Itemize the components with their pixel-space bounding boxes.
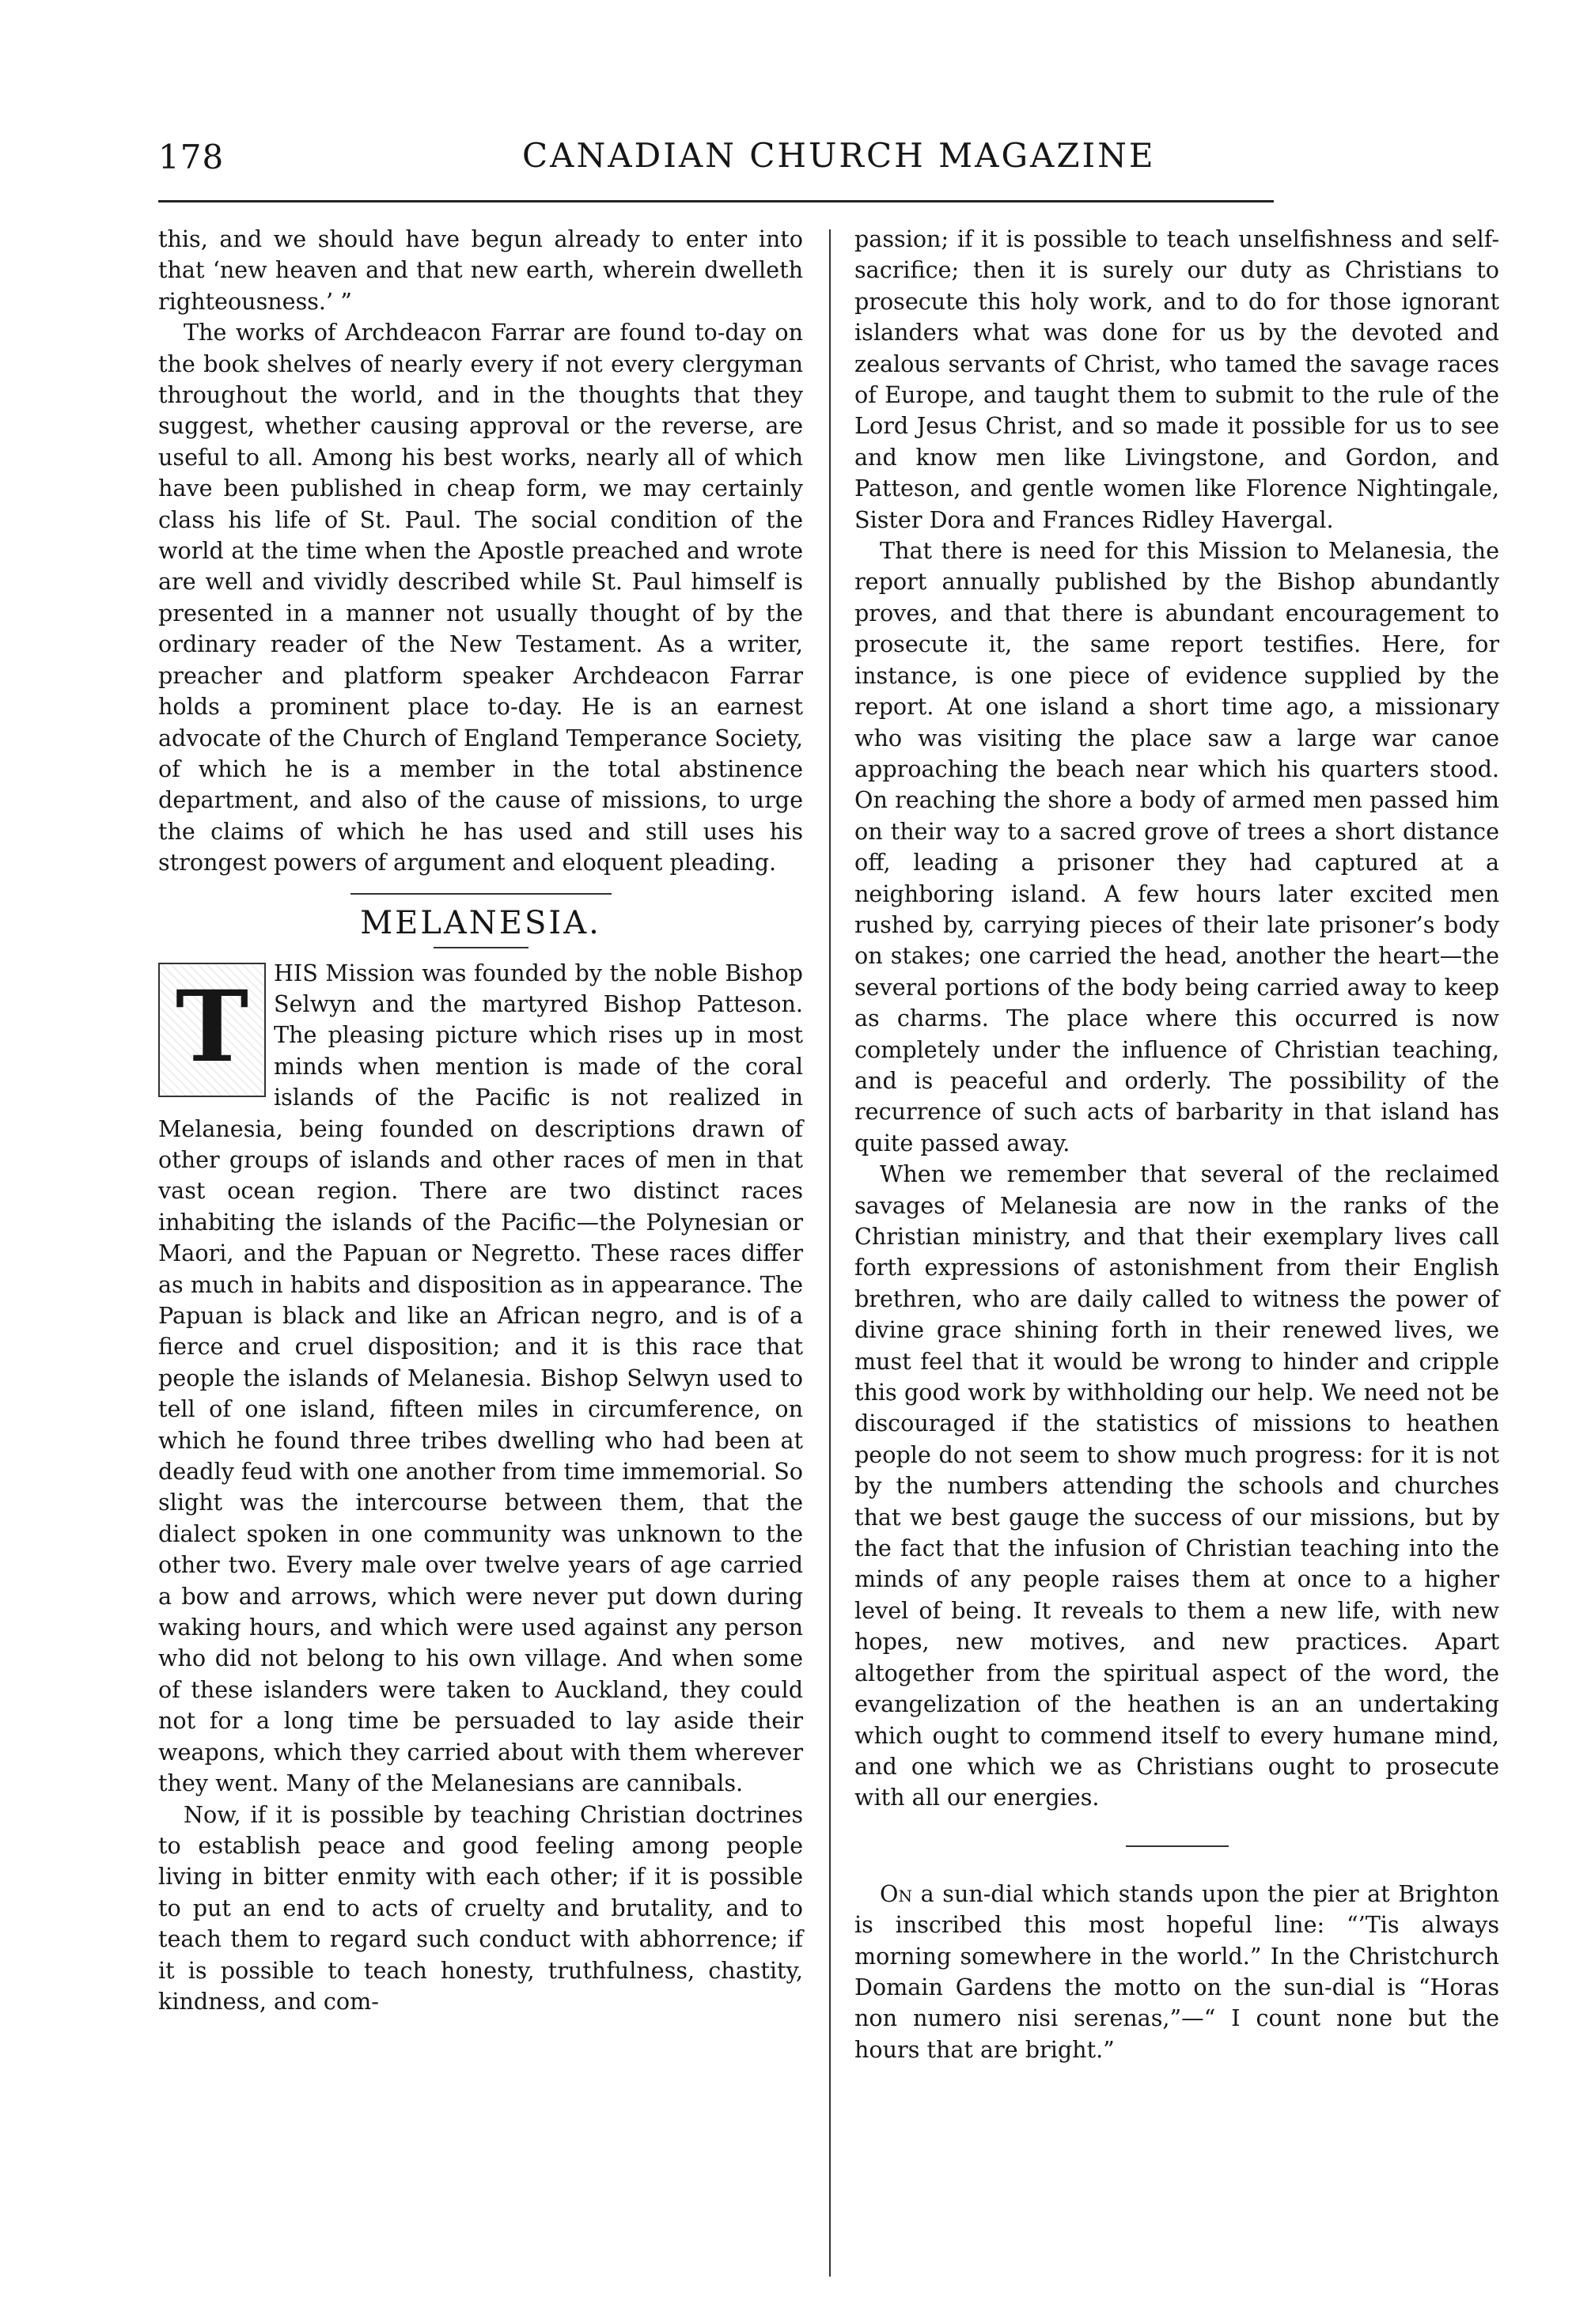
paragraph: this, and we should have begun already to enter into that ‘new heaven and that new earth, wherein dwelleth righteousness.’ ” (158, 225, 803, 315)
paragraph-text: HIS Mission was founded by the noble Bishop Selwyn and the martyred Bishop Patteson. The pleasing picture which rises up in most minds when mention is made of the coral islands of the Pacific is not realized in Melanesia, being founded on descriptions drawn of other groups of islands and other races of men in that vast ocean region. There are two distinct races inhabiting the islands of the Pacific—the Polynesian or Maori, and the Papuan or Negretto. These races differ as much in habits and disposition as in appearance. The Papuan is black and like an African negro, and is of a fierce and cruel disposition; and it is this race that people the islands of Melanesia. Bishop Selwyn used to tell of one island, fifteen miles in circumference, on which he found three tribes dwelling who had been at deadly feud with one another from time immemorial. So slight was the intercourse between them, that the dialect spoken in one community was unknown to the other two. Every male over twelve years of age carried a bow and arrows, which were never put down during waking hours, and which were used against any person who did not belong to his own village. And when some of these islanders were taken to Auckland, they could not for a long time be persuaded to lay aside their weapons, which they carried about with them wherever they went. Many of the Melanesians are cannibals. (158, 959, 803, 1797)
lead-word: On (880, 1879, 912, 1907)
paragraph: Now, if it is possible by teaching Christian doctrines to establish peace and good feeling among people living in bitter enmity with each other; if it is possible to put an end to acts of cruelty and brutality, and to teach them to regard such conduct with abhorrence; if it is possible to teach honesty, truthfulness, chastity, kindness, and com- (158, 1800, 803, 2015)
paragraph-text: a sun-dial which stands upon the pier at Brighton is inscribed this most hopeful line: “’Tis always morning somewhere in the world.” In the Christchurch Domain Gardens the motto on the sun-dial is “Horas non numero nisi serenas,”—“ I count none but the hours that are bright.” (854, 1879, 1499, 2063)
ornamental-drop-cap: T (158, 963, 266, 1097)
right-column (854, 224, 1499, 2065)
left-column (158, 224, 803, 2017)
paragraph: The works of Archdeacon Farrar are found to-day on the book shelves of nearly every if not every clergyman throughout the world, and in the thoughts that they suggest, whether causing approval or the reverse, are useful to all. Among his best works, nearly all of which have been published in cheap form, we may certainly class his life of St. Paul. The social condition of the world at the time when the Apostle preached and wrote are well and vividly described while St. Paul himself is presented in a manner not usually thought of by the ordinary reader of the New Testament. As a writer, preacher and platform speaker Archdeacon Farrar holds a prominent place to-day. He is an earnest advocate of the Church of England Temperance Society, of which he is a member in the total abstinence department, and also of the cause of missions, to urge the claims of which he has used and still uses his strongest powers of argument and eloquent pleading. (158, 319, 803, 876)
paragraph (854, 1879, 1499, 2065)
paragraph (158, 958, 803, 1800)
section-divider (1126, 1845, 1229, 1847)
section-title: MELANESIA. (360, 904, 601, 941)
paragraph: That there is need for this Mission to Melanesia, the report annually published by the Bishop abundantly proves, and that there is abundant encouragement to prosecute it, the same report testifies. Here, for instance, is one piece of evidence supplied by the report. At one island a short time ago, a missionary who was visiting the place saw a large war canoe approaching the beach near which his quarters stood. On reaching the shore a body of armed men passed him on their way to a sacred grove of trees a short distance off, leading a prisoner they had captured at a neighboring island. A few hours later excited men rushed by, carrying pieces of their late prisoner’s body on stakes; one carried the head, another the heart—the several portions of the body being carried away to keep as charms. The place where this occurred is now completely under the influence of Christian teaching, and is peaceful and orderly. The possibility of the recurrence of such acts of barbarity in that island has quite passed away. (854, 537, 1499, 1156)
column-divider (829, 229, 831, 2277)
paragraph: passion; if it is possible to teach unselfishness and self-sacrifice; then it is surely our duty as Christians to prosecute this holy work, and to do for those ignorant islanders what was done for us by the devoted and zealous servants of Christ, who tamed the savage races of Europe, and taught them to submit to the rule of the Lord Jesus Christ, and so made it possible for us to see and know men like Livingstone, and Gordon, and Patteson, and gentle women like Florence Nightingale, Sister Dora and Frances Ridley Havergal. (854, 225, 1499, 533)
running-head: CANADIAN CHURCH MAGAZINE (522, 136, 1156, 175)
paragraph: When we remember that several of the reclaimed savages of Melanesia are now in the ranks of the Christian ministry, and that their exemplary lives call forth expressions of astonishment from their English brethren, who are daily called to witness the power of divine grace shining forth in their renewed lives, we must feel that it would be wrong to hinder and cripple this good work by withholding our help. We need not be discouraged if the statistics of missions to heathen people do not seem to show much progress: for it is not by the numbers attending the schools and churches that we best gauge the success of our missions, but by the fact that the infusion of Christian teaching into the minds of any people raises them at once to a higher level of being. It reveals to them a new life, with new hopes, new motives, and new practices. Apart altogether from the spiritual aspect of the word, the evangelization of the heathen is an an undertaking which ought to commend itself to every humane mind, and one which we as Christians ought to prosecute with all our energies. (854, 1160, 1499, 1811)
title-underline (434, 947, 528, 948)
page-number: 178 (158, 138, 225, 176)
header-rule (158, 200, 1274, 202)
section-divider (350, 893, 612, 895)
page-header (158, 134, 1274, 198)
